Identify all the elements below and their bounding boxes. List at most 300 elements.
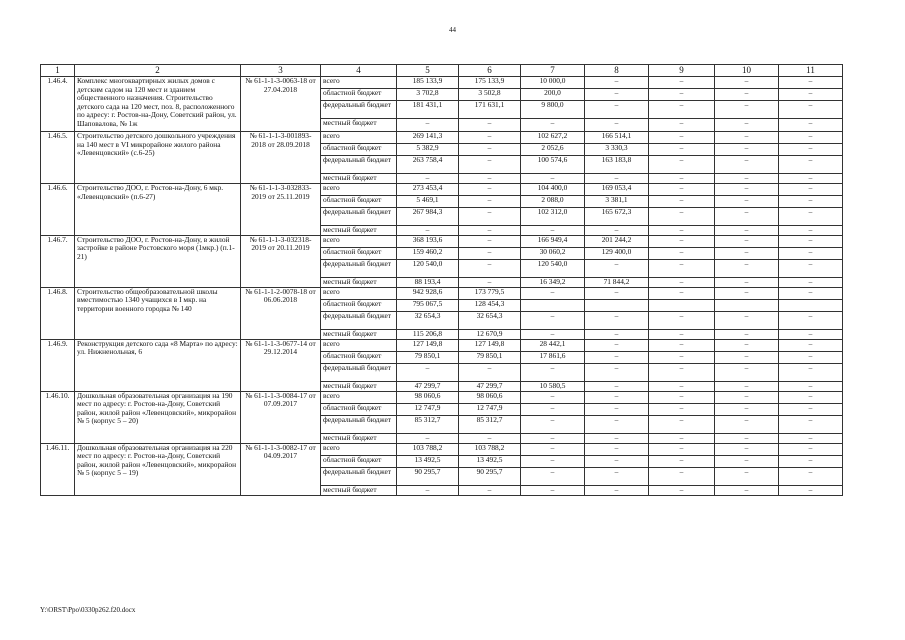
amount-cell: 173 779,5	[459, 287, 521, 299]
amount-cell: –	[779, 247, 843, 259]
amount-cell: –	[459, 132, 521, 144]
amount-cell: –	[779, 455, 843, 467]
item-number: 1.46.8.	[41, 287, 75, 339]
funding-source: всего	[321, 391, 397, 403]
amount-cell: –	[715, 415, 779, 433]
amount-cell: –	[715, 259, 779, 277]
amount-cell: –	[397, 226, 459, 236]
amount-cell: –	[649, 339, 715, 351]
funding-source: местный бюджет	[321, 174, 397, 184]
amount-cell: –	[715, 144, 779, 156]
amount-cell: –	[649, 433, 715, 443]
amount-cell: –	[779, 144, 843, 156]
amount-cell: –	[521, 403, 585, 415]
funding-source: федеральный бюджет	[321, 259, 397, 277]
funding-source: федеральный бюджет	[321, 101, 397, 119]
amount-cell: –	[649, 101, 715, 119]
amount-cell: 269 141,3	[397, 132, 459, 144]
amount-cell: 263 758,4	[397, 156, 459, 174]
amount-cell: –	[585, 443, 649, 455]
amount-cell: –	[715, 184, 779, 196]
amount-cell: 30 060,2	[521, 247, 585, 259]
amount-cell: 9 800,0	[521, 101, 585, 119]
amount-cell: 127 149,8	[397, 339, 459, 351]
amount-cell: –	[459, 363, 521, 381]
amount-cell: 169 053,4	[585, 184, 649, 196]
amount-cell: 120 540,0	[521, 259, 585, 277]
amount-cell: 17 861,6	[521, 351, 585, 363]
amount-cell: –	[779, 101, 843, 119]
amount-cell: 166 514,1	[585, 132, 649, 144]
object-name: Строительство ДОО, г. Ростов-на-Дону, 6 мкр. «Левенцовский» (п.6-27)	[75, 184, 241, 236]
amount-cell: 3 330,3	[585, 144, 649, 156]
funding-source: областной бюджет	[321, 89, 397, 101]
amount-cell: 5 469,1	[397, 196, 459, 208]
funding-source: областной бюджет	[321, 299, 397, 311]
amount-cell: 171 631,1	[459, 101, 521, 119]
object-name: Комплекс многоквартирных жилых домов с детским садом на 120 мест и зданием общественного назначения. Строительство детского сада на 120 мест, поз. 8, расположенного по адресу: г. Ростов-на-Дону, Советский район, ул. Шаповалова, № 1ж	[75, 77, 241, 132]
amount-cell: 90 295,7	[459, 467, 521, 485]
header-cell: 9	[649, 65, 715, 77]
amount-cell: –	[779, 259, 843, 277]
amount-cell: –	[585, 467, 649, 485]
object-name: Реконструкция детского сада «8 Марта» по адресу: ул. Нижненольная, 6	[75, 339, 241, 391]
amount-cell: –	[397, 119, 459, 132]
amount-cell: 200,0	[521, 89, 585, 101]
amount-cell: –	[521, 226, 585, 236]
amount-cell: 104 400,0	[521, 184, 585, 196]
amount-cell: –	[649, 196, 715, 208]
amount-cell: –	[779, 226, 843, 236]
amount-cell: 90 295,7	[397, 467, 459, 485]
amount-cell: 13 492,5	[459, 455, 521, 467]
table-row	[41, 77, 843, 89]
funding-source: областной бюджет	[321, 403, 397, 415]
header-cell: 6	[459, 65, 521, 77]
amount-cell: –	[521, 174, 585, 184]
funding-source: местный бюджет	[321, 277, 397, 287]
funding-source: всего	[321, 184, 397, 196]
file-path-footer: Y:\ORST\Ppo\0330p262.f20.docx	[40, 606, 136, 614]
amount-cell: 3 502,8	[459, 89, 521, 101]
page-number: 44	[449, 26, 456, 34]
funding-source: местный бюджет	[321, 329, 397, 339]
header-cell: 3	[241, 65, 321, 77]
amount-cell: –	[779, 391, 843, 403]
expertise-conclusion: № 61-1-1-3-0084-17 от 07.09.2017	[241, 391, 321, 443]
item-number: 1.46.9.	[41, 339, 75, 391]
amount-cell: –	[649, 455, 715, 467]
amount-cell: –	[521, 363, 585, 381]
table-row	[41, 287, 843, 299]
amount-cell: 47 299,7	[459, 381, 521, 391]
amount-cell: –	[459, 174, 521, 184]
amount-cell: –	[459, 247, 521, 259]
amount-cell	[649, 299, 715, 311]
amount-cell: –	[397, 433, 459, 443]
amount-cell: –	[649, 226, 715, 236]
amount-cell: –	[779, 381, 843, 391]
expertise-conclusion: № 61-1-1-2-0078-18 от 06.06.2018	[241, 287, 321, 339]
amount-cell: –	[779, 329, 843, 339]
amount-cell: –	[715, 235, 779, 247]
amount-cell: –	[649, 391, 715, 403]
amount-cell: –	[521, 287, 585, 299]
funding-source: местный бюджет	[321, 226, 397, 236]
table-row	[41, 132, 843, 144]
amount-cell: –	[585, 455, 649, 467]
amount-cell: –	[715, 329, 779, 339]
table-row	[41, 235, 843, 247]
amount-cell: –	[585, 311, 649, 329]
amount-cell: 201 244,2	[585, 235, 649, 247]
amount-cell: –	[397, 174, 459, 184]
amount-cell: 368 193,6	[397, 235, 459, 247]
header-cell: 1	[41, 65, 75, 77]
amount-cell: –	[649, 485, 715, 495]
amount-cell: –	[459, 277, 521, 287]
funding-source: местный бюджет	[321, 381, 397, 391]
item-number: 1.46.7.	[41, 235, 75, 287]
amount-cell	[779, 299, 843, 311]
amount-cell: –	[649, 287, 715, 299]
header-cell: 2	[75, 65, 241, 77]
amount-cell: –	[779, 415, 843, 433]
amount-cell: –	[779, 174, 843, 184]
amount-cell: –	[649, 363, 715, 381]
table-row	[41, 443, 843, 455]
amount-cell: –	[715, 208, 779, 226]
amount-cell: –	[715, 226, 779, 236]
amount-cell: 273 453,4	[397, 184, 459, 196]
amount-cell: 10 000,0	[521, 77, 585, 89]
amount-cell: –	[715, 485, 779, 495]
amount-cell: –	[459, 433, 521, 443]
amount-cell: –	[521, 433, 585, 443]
amount-cell: 12 670,9	[459, 329, 521, 339]
amount-cell: 102 627,2	[521, 132, 585, 144]
amount-cell: –	[779, 184, 843, 196]
amount-cell: –	[715, 132, 779, 144]
funding-source: местный бюджет	[321, 433, 397, 443]
amount-cell: –	[779, 443, 843, 455]
amount-cell	[585, 299, 649, 311]
amount-cell: –	[779, 339, 843, 351]
amount-cell: 185 133,9	[397, 77, 459, 89]
amount-cell: –	[779, 77, 843, 89]
amount-cell: –	[397, 363, 459, 381]
amount-cell: 103 788,2	[459, 443, 521, 455]
header-row	[41, 65, 843, 77]
funding-source: областной бюджет	[321, 144, 397, 156]
amount-cell: –	[585, 77, 649, 89]
amount-cell: –	[715, 156, 779, 174]
amount-cell: –	[585, 119, 649, 132]
expertise-conclusion: № 61-1-1-3-0082-17 от 04.09.2017	[241, 443, 321, 495]
amount-cell: –	[585, 339, 649, 351]
amount-cell: 166 949,4	[521, 235, 585, 247]
amount-cell: –	[715, 287, 779, 299]
amount-cell: –	[779, 363, 843, 381]
amount-cell: 115 206,8	[397, 329, 459, 339]
amount-cell: 267 984,3	[397, 208, 459, 226]
header-cell: 7	[521, 65, 585, 77]
object-name: Дошкольная образовательная организация на 190 мест по адресу: г. Ростов-на-Дону, Советский район, жилой район «Левенцовский», микрорайон № 5 (корпус 5 – 20)	[75, 391, 241, 443]
amount-cell: 13 492,5	[397, 455, 459, 467]
item-number: 1.46.4.	[41, 77, 75, 132]
amount-cell: –	[715, 363, 779, 381]
amount-cell: –	[715, 174, 779, 184]
amount-cell: –	[715, 351, 779, 363]
amount-cell: 28 442,1	[521, 339, 585, 351]
budget-table	[40, 64, 843, 496]
amount-cell: –	[459, 196, 521, 208]
table-row	[41, 339, 843, 351]
amount-cell: –	[585, 226, 649, 236]
amount-cell: 16 349,2	[521, 277, 585, 287]
amount-cell: 181 431,1	[397, 101, 459, 119]
amount-cell: –	[715, 196, 779, 208]
amount-cell: –	[585, 89, 649, 101]
amount-cell: –	[715, 381, 779, 391]
amount-cell: –	[649, 443, 715, 455]
amount-cell: –	[649, 156, 715, 174]
amount-cell: 2 088,0	[521, 196, 585, 208]
amount-cell: –	[649, 132, 715, 144]
amount-cell: –	[715, 89, 779, 101]
funding-source: всего	[321, 339, 397, 351]
amount-cell: –	[585, 415, 649, 433]
amount-cell: –	[649, 184, 715, 196]
amount-cell: –	[649, 329, 715, 339]
amount-cell: 79 850,1	[397, 351, 459, 363]
amount-cell: –	[779, 287, 843, 299]
amount-cell: –	[649, 381, 715, 391]
amount-cell: 71 844,2	[585, 277, 649, 287]
amount-cell: 47 299,7	[397, 381, 459, 391]
amount-cell: 942 928,6	[397, 287, 459, 299]
funding-source: федеральный бюджет	[321, 208, 397, 226]
amount-cell: –	[715, 443, 779, 455]
amount-cell: –	[521, 443, 585, 455]
amount-cell: –	[779, 196, 843, 208]
amount-cell: –	[585, 485, 649, 495]
amount-cell: –	[585, 403, 649, 415]
amount-cell: 32 654,3	[397, 311, 459, 329]
item-number: 1.46.10.	[41, 391, 75, 443]
amount-cell: 127 149,8	[459, 339, 521, 351]
amount-cell: –	[585, 391, 649, 403]
amount-cell: –	[585, 351, 649, 363]
amount-cell: 159 460,2	[397, 247, 459, 259]
amount-cell: –	[521, 467, 585, 485]
amount-cell: –	[649, 89, 715, 101]
amount-cell: –	[649, 415, 715, 433]
amount-cell: –	[649, 144, 715, 156]
funding-source: федеральный бюджет	[321, 311, 397, 329]
amount-cell: –	[649, 277, 715, 287]
amount-cell: –	[649, 403, 715, 415]
amount-cell: –	[521, 391, 585, 403]
amount-cell: –	[459, 485, 521, 495]
amount-cell: –	[585, 174, 649, 184]
funding-source: областной бюджет	[321, 247, 397, 259]
amount-cell: –	[715, 433, 779, 443]
funding-source: всего	[321, 287, 397, 299]
amount-cell: –	[585, 381, 649, 391]
amount-cell: 103 788,2	[397, 443, 459, 455]
amount-cell: –	[585, 287, 649, 299]
amount-cell: –	[649, 467, 715, 485]
amount-cell: –	[585, 101, 649, 119]
header-cell: 5	[397, 65, 459, 77]
funding-source: федеральный бюджет	[321, 467, 397, 485]
amount-cell: –	[585, 433, 649, 443]
amount-cell: –	[521, 119, 585, 132]
expertise-conclusion: № 61-1-1-3-0677-14 от 29.12.2014	[241, 339, 321, 391]
amount-cell: –	[459, 226, 521, 236]
amount-cell: 163 183,8	[585, 156, 649, 174]
amount-cell: –	[649, 77, 715, 89]
amount-cell: –	[779, 208, 843, 226]
amount-cell: 5 382,9	[397, 144, 459, 156]
amount-cell: 795 067,5	[397, 299, 459, 311]
amount-cell: –	[521, 311, 585, 329]
funding-source: всего	[321, 132, 397, 144]
amount-cell: –	[715, 455, 779, 467]
header-cell: 4	[321, 65, 397, 77]
amount-cell: –	[715, 311, 779, 329]
amount-cell: –	[459, 156, 521, 174]
amount-cell: 12 747,9	[397, 403, 459, 415]
amount-cell: –	[521, 455, 585, 467]
amount-cell: 10 580,5	[521, 381, 585, 391]
amount-cell: –	[715, 77, 779, 89]
amount-cell: 85 312,7	[459, 415, 521, 433]
funding-source: областной бюджет	[321, 455, 397, 467]
amount-cell: –	[521, 485, 585, 495]
amount-cell: –	[715, 391, 779, 403]
amount-cell: –	[779, 433, 843, 443]
expertise-conclusion: № 61-1-1-3-032318-2019 от 20.11.2019	[241, 235, 321, 287]
funding-source: областной бюджет	[321, 351, 397, 363]
amount-cell: –	[779, 89, 843, 101]
amount-cell: –	[459, 235, 521, 247]
expertise-conclusion: № 61-1-1-3-001893-2018 от 28.09.2018	[241, 132, 321, 184]
table-body	[41, 77, 843, 496]
table-row	[41, 391, 843, 403]
object-name: Строительство ДОО, г. Ростов-на-Дону, в жилой застройке в районе Ростовского моря (1мкр.) (п.1-21)	[75, 235, 241, 287]
amount-cell: 88 193,4	[397, 277, 459, 287]
amount-cell: 165 672,3	[585, 208, 649, 226]
funding-source: всего	[321, 443, 397, 455]
amount-cell: –	[459, 259, 521, 277]
amount-cell: –	[649, 351, 715, 363]
amount-cell: –	[649, 247, 715, 259]
amount-cell: 32 654,3	[459, 311, 521, 329]
amount-cell: –	[715, 277, 779, 287]
amount-cell: –	[715, 119, 779, 132]
amount-cell: –	[779, 119, 843, 132]
header-cell: 11	[779, 65, 843, 77]
item-number: 1.46.6.	[41, 184, 75, 236]
amount-cell: 120 540,0	[397, 259, 459, 277]
funding-source: местный бюджет	[321, 485, 397, 495]
amount-cell: –	[585, 259, 649, 277]
amount-cell: –	[649, 174, 715, 184]
amount-cell: –	[649, 235, 715, 247]
funding-source: федеральный бюджет	[321, 415, 397, 433]
amount-cell: 175 133,9	[459, 77, 521, 89]
amount-cell: 102 312,0	[521, 208, 585, 226]
item-number: 1.46.5.	[41, 132, 75, 184]
object-name: Строительство детского дошкольного учреждения на 140 мест в VI микрорайоне жилого района «Левенцовский» (с.6-25)	[75, 132, 241, 184]
amount-cell: –	[779, 485, 843, 495]
amount-cell: 129 400,0	[585, 247, 649, 259]
amount-cell: –	[521, 415, 585, 433]
amount-cell: –	[459, 208, 521, 226]
amount-cell: –	[715, 101, 779, 119]
amount-cell: –	[715, 247, 779, 259]
amount-cell: –	[521, 329, 585, 339]
amount-cell: 100 574,6	[521, 156, 585, 174]
amount-cell: –	[649, 311, 715, 329]
object-name: Строительство общеобразовательной школы вместимостью 1340 учащихся в I мкр. на территории военного городка № 140	[75, 287, 241, 339]
amount-cell: 128 454,3	[459, 299, 521, 311]
amount-cell: 2 052,6	[521, 144, 585, 156]
amount-cell: –	[459, 144, 521, 156]
amount-cell: 79 850,1	[459, 351, 521, 363]
item-number: 1.46.11.	[41, 443, 75, 495]
amount-cell: –	[779, 311, 843, 329]
header-cell: 10	[715, 65, 779, 77]
amount-cell: –	[397, 485, 459, 495]
amount-cell: –	[779, 467, 843, 485]
amount-cell: –	[715, 403, 779, 415]
amount-cell: –	[585, 329, 649, 339]
table-row	[41, 184, 843, 196]
amount-cell: –	[715, 467, 779, 485]
amount-cell: 98 060,6	[397, 391, 459, 403]
amount-cell: 12 747,9	[459, 403, 521, 415]
amount-cell: –	[585, 363, 649, 381]
amount-cell: 85 312,7	[397, 415, 459, 433]
amount-cell: –	[459, 184, 521, 196]
amount-cell: –	[779, 277, 843, 287]
amount-cell: –	[779, 132, 843, 144]
amount-cell	[521, 299, 585, 311]
amount-cell: –	[779, 156, 843, 174]
amount-cell: –	[649, 259, 715, 277]
amount-cell: –	[459, 119, 521, 132]
amount-cell: –	[779, 403, 843, 415]
funding-source: федеральный бюджет	[321, 156, 397, 174]
header-cell: 8	[585, 65, 649, 77]
expertise-conclusion: № 61-1-1-3-0063-18 от 27.04.2018	[241, 77, 321, 132]
funding-source: всего	[321, 77, 397, 89]
amount-cell: –	[649, 119, 715, 132]
funding-source: местный бюджет	[321, 119, 397, 132]
funding-source: федеральный бюджет	[321, 363, 397, 381]
amount-cell: –	[779, 351, 843, 363]
funding-source: всего	[321, 235, 397, 247]
amount-cell: –	[715, 339, 779, 351]
amount-cell: 3 381,1	[585, 196, 649, 208]
amount-cell	[715, 299, 779, 311]
object-name: Дошкольная образовательная организация на 220 мест по адресу: г. Ростов-на-Дону, Советский район, жилой район «Левенцовский», микрорайон № 5 (корпус 5 – 19)	[75, 443, 241, 495]
amount-cell: –	[779, 235, 843, 247]
amount-cell: –	[649, 208, 715, 226]
